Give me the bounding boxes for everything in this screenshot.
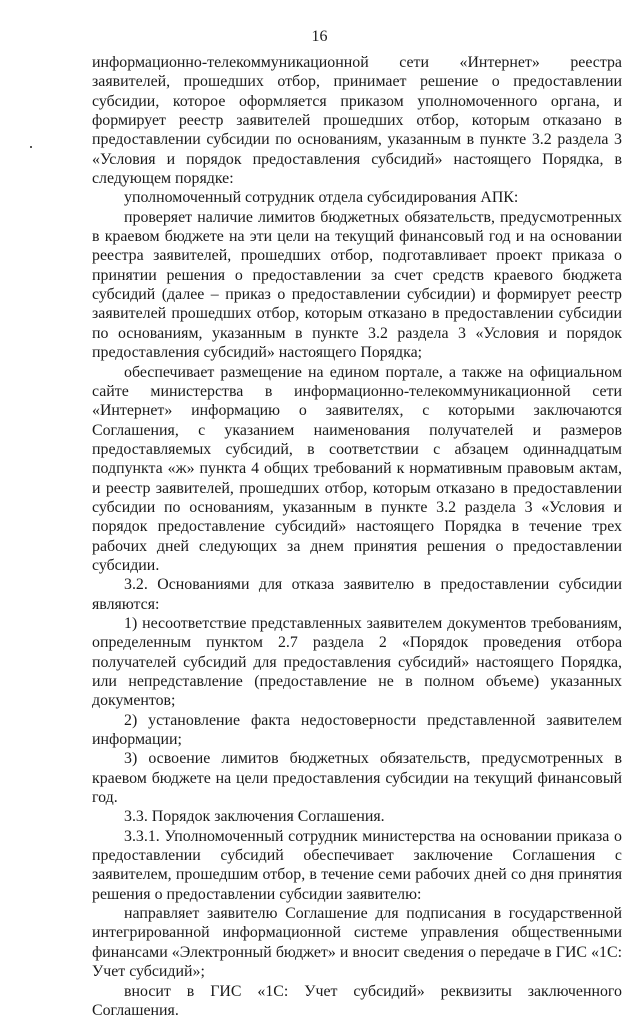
- paragraph-3: проверяет наличие лимитов бюджетных обязательств, предусмотренных в краевом бюджете на эти цели на текущий финансовый год и на основании реестра заявителей, прошедших отбор, подготавливает проект приказа о принятии решения о предоставлении за счет средств краевого бюджета субсидий (далее – приказ о предоставлении субсидии) и формирует реестр заявителей прошедших отбор, которым отказано в предоставлении субсидии по основаниям, указанным в пункте 3.2 раздела 3 «Условия и порядок предоставления субсидий» настоящего Порядка;: [92, 208, 622, 363]
- paragraph-5: 3.2. Основаниями для отказа заявителю в предоставлении субсидии являются:: [92, 575, 622, 614]
- scan-speck: [30, 146, 32, 148]
- paragraph-2: уполномоченный сотрудник отдела субсидирования АПК:: [92, 188, 622, 207]
- paragraph-12: вносит в ГИС «1С: Учет субсидий» реквизиты заключенного Соглашения.: [92, 982, 622, 1020]
- page-number: 16: [0, 28, 639, 46]
- document-body: [92, 53, 622, 1020]
- paragraph-6: 1) несоответствие представленных заявителем документов требованиям, определенным пунктом 2.7 раздела 2 «Порядок проведения отбора получателей субсидий для предоставления субсидий» настоящего Порядка, или непредставление (предоставление не в полном объеме) указанных документов;: [92, 614, 622, 711]
- paragraph-1: информационно-телекоммуникационной сети «Интернет» реестра заявителей, прошедших отбор, принимает решение о предоставлении субсидии, которое оформляется приказом уполномоченного органа, и формирует реестр заявителей прошедших отбор, которым отказано в предоставлении субсидии по основаниям, указанным в пункте 3.2 раздела 3 «Условия и порядок предоставления субсидий» настоящего Порядка, в следующем порядке:: [92, 53, 622, 188]
- paragraph-11: направляет заявителю Соглашение для подписания в государственной интегрированной информационной системе управления общественными финансами «Электронный бюджет» и вносит сведения о передаче в ГИС «1С: Учет субсидий»;: [92, 904, 622, 981]
- paragraph-9: 3.3. Порядок заключения Соглашения.: [92, 807, 622, 826]
- paragraph-8: 3) освоение лимитов бюджетных обязательств, предусмотренных в краевом бюджете на цели предоставления субсидии на текущий финансовый год.: [92, 749, 622, 807]
- paragraph-4: обеспечивает размещение на едином портале, а также на официальном сайте министерства в информационно-телекоммуникационной сети «Интернет» информацию о заявителях, с которыми заключаются Соглашения, с указанием наименования получателей и размеров предоставляемых субсидий, в соответствии с абзацем одиннадцатым подпункта «ж» пункта 4 общих требований к нормативным правовым актам, и реестр заявителей, прошедших отбор, которым отказано в предоставлении субсидии по основаниям, указанным в пункте 3.2 раздела 3 «Условия и порядок предоставление субсидий» настоящего Порядка в течение трех рабочих дней следующих за днем принятия решения о предоставлении субсидии.: [92, 363, 622, 576]
- paragraph-10: 3.3.1. Уполномоченный сотрудник министерства на основании приказа о предоставлении субсидий обеспечивает заключение Соглашения с заявителем, прошедшим отбор, в течение семи рабочих дней со дня принятия решения о предоставлении субсидии заявителю:: [92, 827, 622, 904]
- paragraph-7: 2) установление факта недостоверности представленной заявителем информации;: [92, 711, 622, 750]
